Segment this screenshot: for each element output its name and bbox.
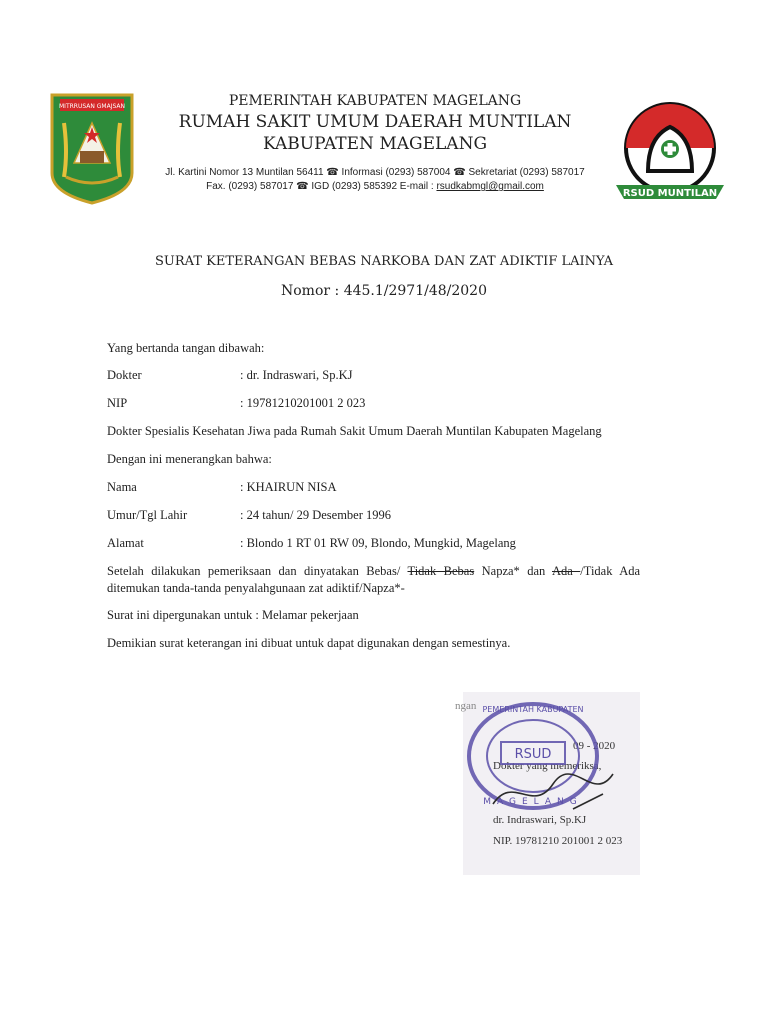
declare-text: Dengan ini menerangkan bahwa: (107, 452, 272, 466)
result-text: Napza* dan (474, 564, 553, 578)
document-title: SURAT KETERANGAN BEBAS NARKOBA DAN ZAT ADIKTIF LAINYA (155, 254, 613, 269)
purpose-text: Surat ini dipergunakan untuk : Melamar pekerjaan (107, 608, 359, 622)
svg-text:RSUD MUNTILAN: RSUD MUNTILAN (622, 188, 718, 199)
svg-text:MAGELANG: MAGELANG (483, 797, 583, 807)
svg-text:RSUD: RSUD (514, 747, 552, 762)
field-value: : dr. Indraswari, Sp.KJ (240, 368, 353, 382)
contact-info: Fax. (0293) 587017 ☎ IGD (0293) 585392 E-mail : (206, 181, 437, 192)
field-value: : 19781210201001 2 023 (240, 396, 366, 410)
address-line-2 (140, 181, 610, 192)
address-line-1: Jl. Kartini Nomor 13 Muntilan 56411 ☎ Informasi (0293) 587004 ☎ Sekretariat (0293) 587017 (165, 167, 585, 178)
field-label: Alamat (107, 536, 144, 550)
doctor-signature-name: dr. Indraswari, Sp.KJ (493, 814, 587, 826)
closing-text: Demikian surat keterangan ini dibuat untuk dapat digunakan dengan semestinya. (107, 636, 511, 650)
svg-text:MITRRUSAN GMAJSAN: MITRRUSAN GMAJSAN (59, 103, 125, 110)
svg-text:PEMERINTAH KABUPATEN: PEMERINTAH KABUPATEN (482, 705, 584, 714)
signature-date: 09 - 2020 (573, 740, 616, 752)
partial-text: ngan (455, 700, 477, 712)
doctor-signature-nip: NIP. 19781210 201001 2 023 (493, 835, 623, 847)
result-paragraph (107, 563, 640, 597)
field-value: : Blondo 1 RT 01 RW 09, Blondo, Mungkid, Magelang (240, 536, 516, 550)
field-label: NIP (107, 396, 128, 410)
doctor-position: Dokter Spesialis Kesehatan Jiwa pada Rumah Sakit Umum Daerah Muntilan Kabupaten Magelang (107, 424, 602, 438)
email-link[interactable]: rsudkabmgl@gmail.com (436, 181, 544, 192)
struck-text: Ada (552, 564, 581, 578)
document-number: Nomor : 445.1/2971/48/2020 (281, 283, 487, 299)
field-value: : 24 tahun/ 29 Desember 1996 (240, 508, 392, 522)
hospital-name: RUMAH SAKIT UMUM DAERAH MUNTILAN (178, 112, 572, 132)
examiner-label: Dokter yang memeriksa, (493, 760, 602, 772)
field-value: : KHAIRUN NISA (240, 480, 337, 494)
regency-name: KABUPATEN MAGELANG (262, 134, 488, 154)
kabupaten-logo (50, 93, 134, 205)
signature-block (455, 692, 640, 875)
intro-text: Yang bertanda tangan dibawah: (107, 341, 265, 355)
field-label: Dokter (107, 368, 142, 382)
field-label: Nama (107, 480, 137, 494)
government-name: PEMERINTAH KABUPATEN MAGELANG (228, 93, 522, 109)
result-text: /Tidak Ada ditemukan tanda-tanda penyalahgunaan zat adiktif/Napza*- (107, 564, 641, 595)
struck-text: Tidak Bebas (407, 564, 475, 578)
rsud-logo (612, 93, 730, 211)
field-label: Umur/Tgl Lahir (107, 508, 188, 522)
result-text: Setelah dilakukan pemeriksaan dan dinyatakan Bebas/ (107, 564, 408, 578)
